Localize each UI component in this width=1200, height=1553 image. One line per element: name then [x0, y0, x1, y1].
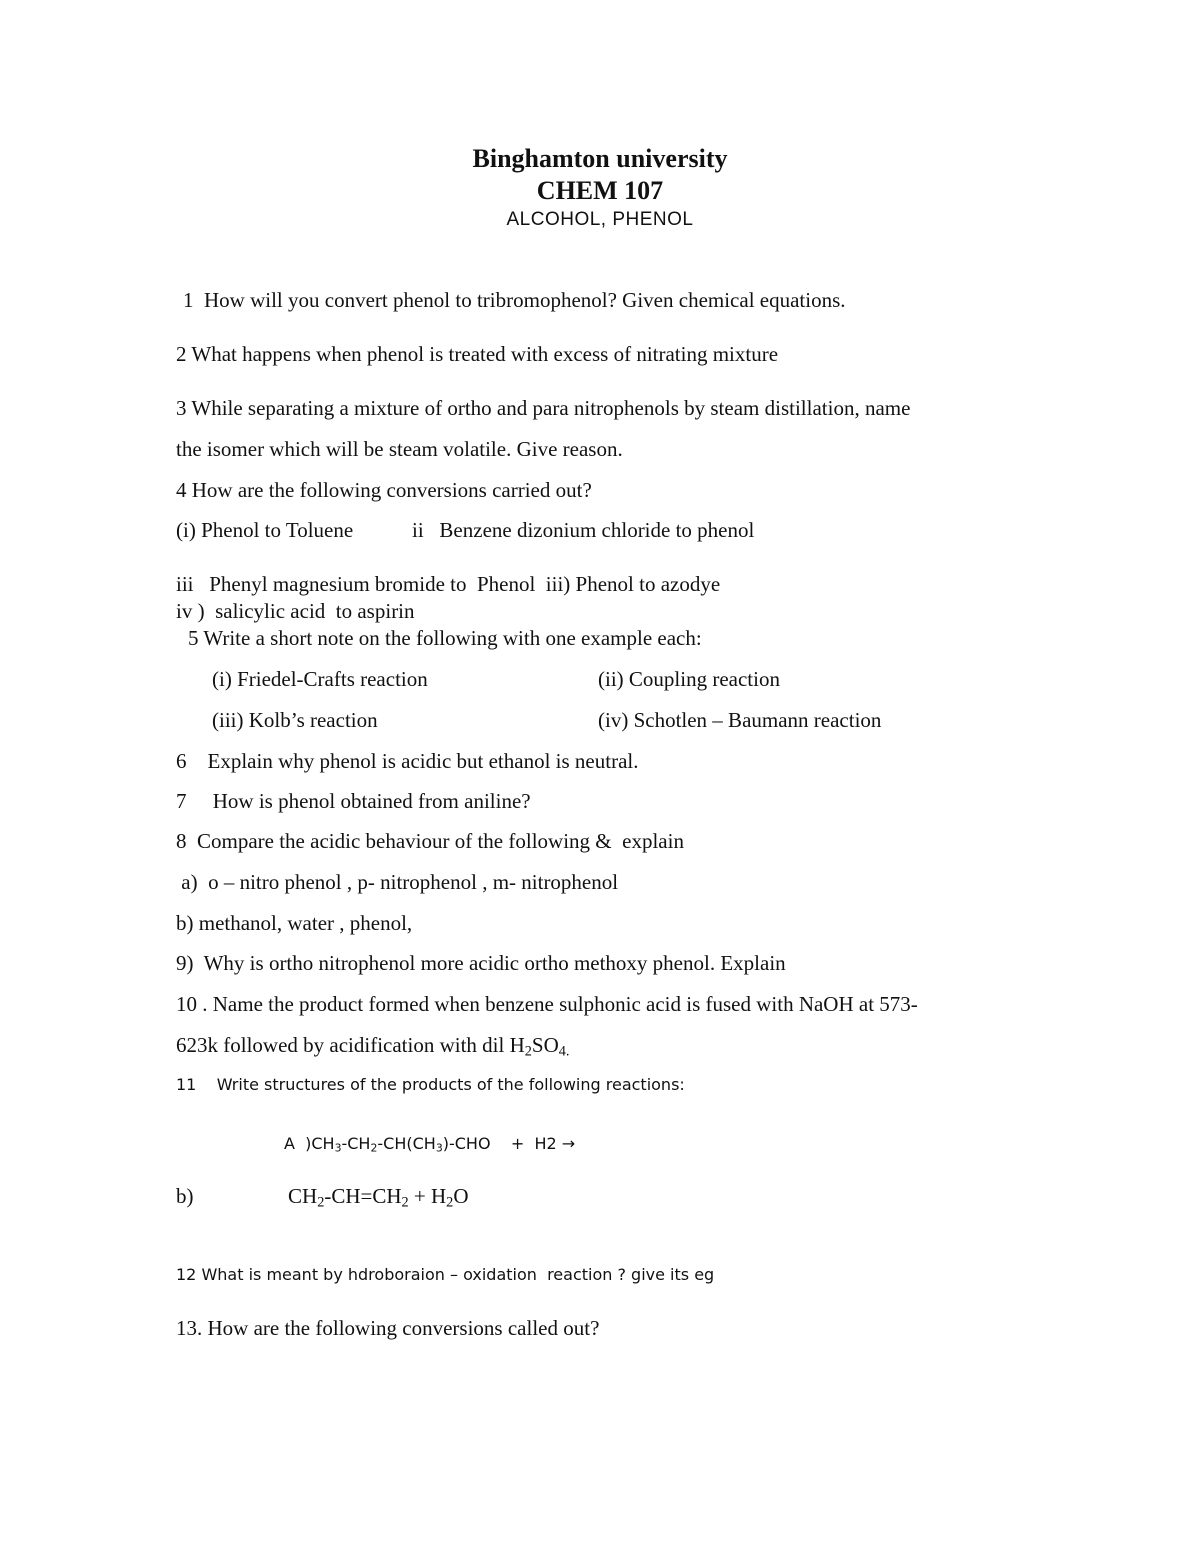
question-5-item-iii: (iii) Kolb’s reaction: [212, 708, 378, 732]
question-4-item-iv: iv ) salicylic acid to aspirin: [176, 599, 415, 623]
question-5-item-ii: (ii) Coupling reaction: [598, 667, 780, 691]
topic-subtitle: ALCOHOL, PHENOL: [506, 209, 694, 230]
question-4-item-ii: ii Benzene dizonium chloride to phenol: [412, 518, 755, 542]
question-12: 12 What is meant by hdroboraion – oxidation reaction ? give its eg: [176, 1265, 715, 1284]
question-8-item-b: b) methanol, water , phenol,: [176, 911, 413, 935]
question-2: 2 What happens when phenol is treated with excess of nitrating mixture: [176, 342, 779, 366]
question-10-line-1: 10 . Name the product formed when benzene sulphonic acid is fused with NaOH at 573-: [176, 992, 918, 1016]
question-5-item-iv: (iv) Schotlen – Baumann reaction: [598, 708, 882, 732]
question-11-reaction-a: A )$CH_3-CH_2-CH(CH_3)$-CHO + H2 →: [284, 1134, 576, 1155]
question-5: 5 Write a short note on the following with one example each:: [188, 626, 702, 650]
question-4-item-iii: iii Phenyl magnesium bromide to Phenol iii) Phenol to azodye: [176, 572, 721, 596]
question-3-line-1: 3 While separating a mixture of ortho and para nitrophenols by steam distillation, name: [176, 396, 911, 420]
question-10-line-2: 623k followed by acidification with dil $H_2SO_{4.}$: [176, 1033, 570, 1060]
question-3-line-2: the isomer which will be steam volatile. Give reason.: [176, 437, 623, 461]
question-11: 11 Write structures of the products of the following reactions:: [176, 1075, 685, 1094]
question-4: 4 How are the following conversions carried out?: [176, 478, 592, 502]
question-11-label-b: b): [176, 1184, 194, 1208]
university-title: Binghamton university: [472, 144, 728, 173]
question-5-item-i: (i) Friedel-Crafts reaction: [212, 667, 428, 691]
question-1: 1 How will you convert phenol to tribromophenol? Given chemical equations.: [183, 288, 846, 312]
question-13: 13. How are the following conversions called out?: [176, 1316, 600, 1340]
question-4-item-i: (i) Phenol to Toluene: [176, 518, 354, 542]
question-9: 9) Why is ortho nitrophenol more acidic ortho methoxy phenol. Explain: [176, 951, 786, 975]
question-8: 8 Compare the acidic behaviour of the following & explain: [176, 829, 684, 853]
course-title: CHEM 107: [536, 176, 664, 205]
question-7: 7 How is phenol obtained from aniline?: [176, 789, 531, 813]
question-8-item-a: a) o – nitro phenol , p- nitrophenol , m- nitrophenol: [176, 870, 619, 894]
question-6: 6 Explain why phenol is acidic but ethanol is neutral.: [176, 749, 639, 773]
question-11-reaction-b: $CH_2-CH=CH_2 + H_2O$: [288, 1184, 469, 1211]
